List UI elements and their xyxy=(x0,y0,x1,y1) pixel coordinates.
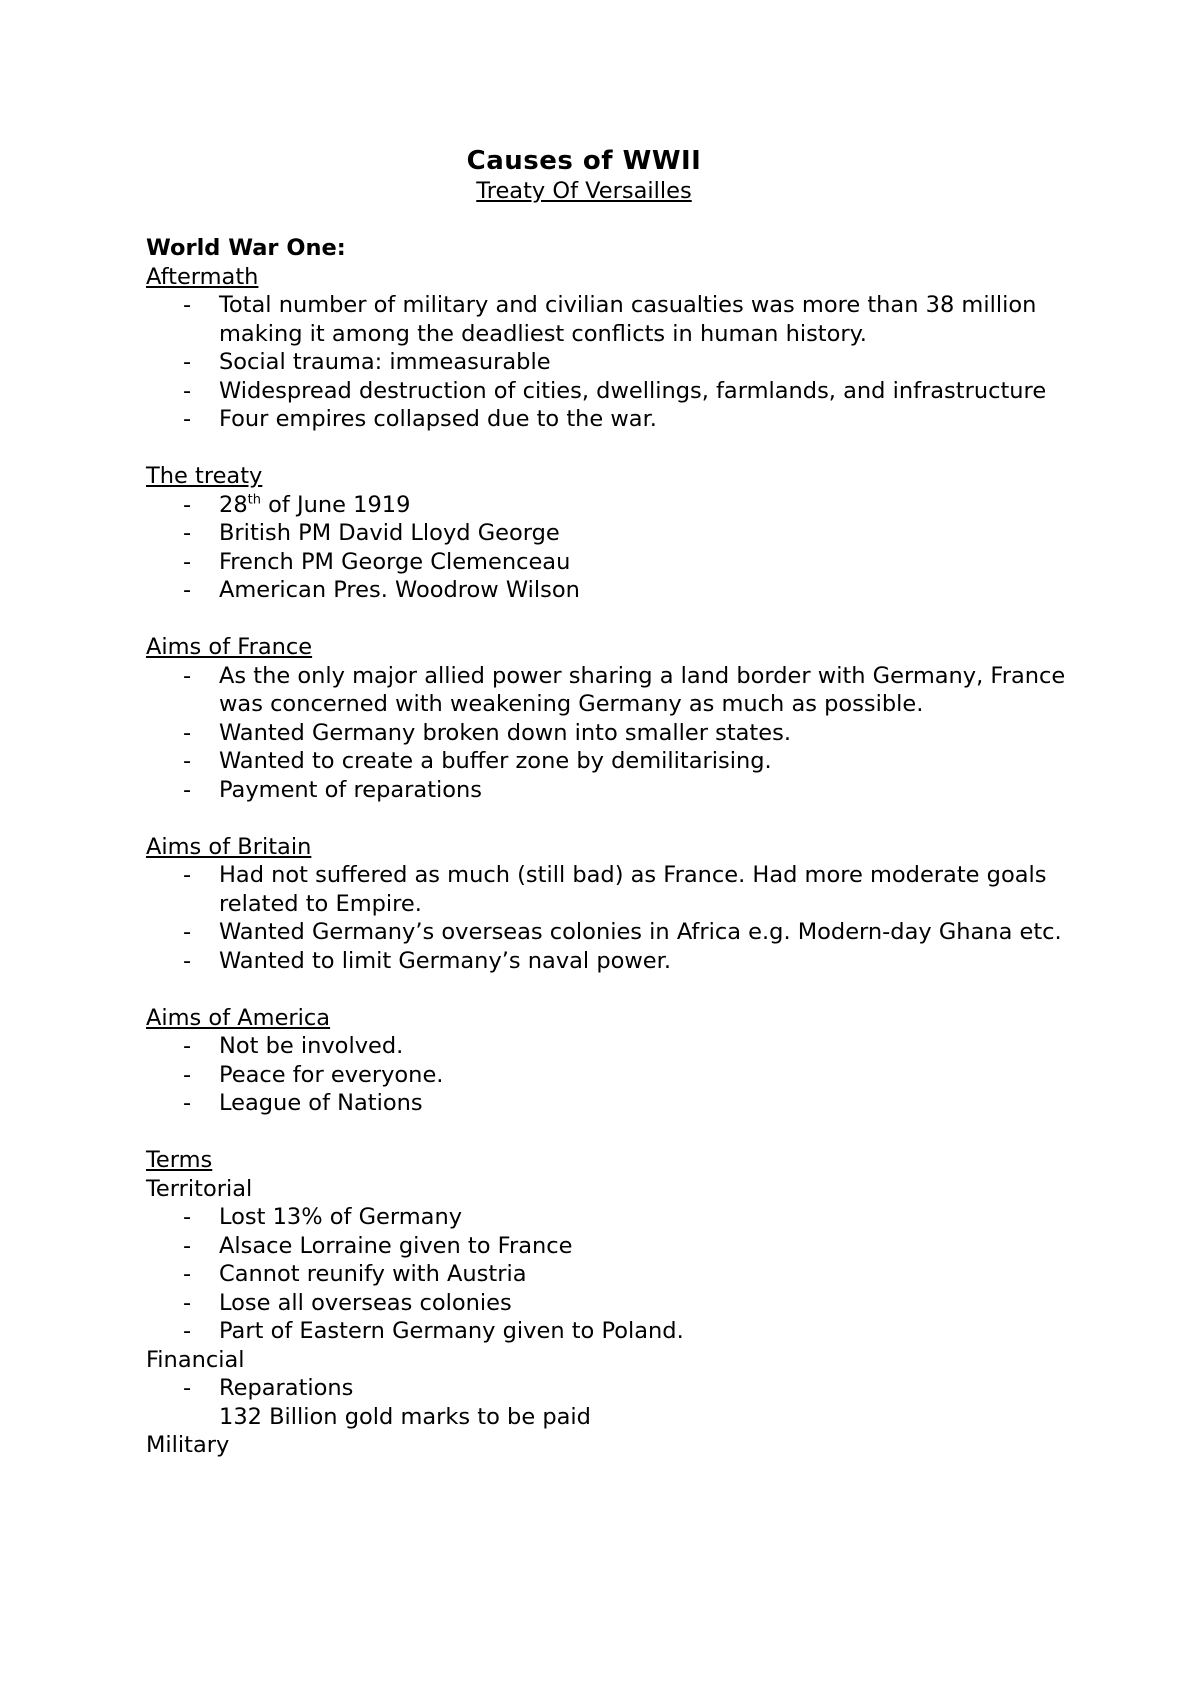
america-list xyxy=(146,1032,1066,1118)
list-item: - British PM David Lloyd George xyxy=(219,519,1066,548)
list-item: - Lose all overseas colonies xyxy=(219,1289,1066,1318)
list-item: - Alsace Lorraine given to France xyxy=(219,1232,1066,1261)
america-heading: Aims of America xyxy=(146,1004,331,1031)
spacer xyxy=(146,434,1066,463)
list-item: - Four empires collapsed due to the war. xyxy=(219,405,1066,434)
date-rest: of June 1919 xyxy=(260,491,411,518)
france-list xyxy=(146,662,1066,805)
france-heading: Aims of France xyxy=(146,634,313,660)
britain-heading: Aims of Britain xyxy=(146,833,312,860)
list-item: - American Pres. Woodrow Wilson xyxy=(219,576,1066,605)
list-item: - Wanted Germany’s overseas colonies in Africa e.g. Modern-day Ghana etc. xyxy=(219,918,1066,947)
document-title: Causes of WWII xyxy=(466,146,702,176)
territorial-label: Territorial xyxy=(146,1175,253,1202)
list-item: - Reparations xyxy=(219,1374,1066,1403)
spacer xyxy=(146,975,1066,1004)
section-heading: World War One: xyxy=(146,235,346,261)
list-item: - Wanted Germany broken down into smaller states. xyxy=(219,719,1066,748)
list-item: - Payment of reparations xyxy=(219,776,1066,805)
treaty-date-item xyxy=(219,491,1066,520)
aftermath-list xyxy=(146,291,1066,434)
list-item: - Part of Eastern Germany given to Poland. xyxy=(219,1317,1066,1346)
list-item: - Not be involved. xyxy=(219,1032,1066,1061)
list-item: - Cannot reunify with Austria xyxy=(219,1260,1066,1289)
list-item: - Wanted to limit Germany’s naval power. xyxy=(219,947,1066,976)
treaty-heading: The treaty xyxy=(146,463,263,489)
list-item: - As the only major allied power sharing a land border with Germany, France was concerned with weakening Germany as much as possible. xyxy=(219,662,1066,719)
list-item: - French PM George Clemenceau xyxy=(219,548,1066,577)
date-day: 28 xyxy=(219,491,248,518)
list-item: - Peace for everyone. xyxy=(219,1061,1066,1090)
spacer xyxy=(146,1118,1066,1147)
spacer xyxy=(146,804,1066,833)
territorial-list xyxy=(146,1203,1066,1346)
financial-note: 132 Billion gold marks to be paid xyxy=(219,1403,591,1430)
list-item: - Total number of military and civilian casualties was more than 38 million making it among the deadliest conflicts in human history. xyxy=(219,291,1066,348)
financial-label: Financial xyxy=(146,1346,245,1373)
financial-list xyxy=(146,1374,1066,1403)
list-item: - Social trauma: immeasurable xyxy=(219,348,1066,377)
military-label: Military xyxy=(146,1432,230,1458)
spacer xyxy=(146,206,1066,235)
document-subtitle: Treaty Of Versailles xyxy=(476,178,692,204)
list-item: - League of Nations xyxy=(219,1089,1066,1118)
list-item: - Lost 13% of Germany xyxy=(219,1203,1066,1232)
date-suffix: th xyxy=(247,492,261,507)
terms-heading: Terms xyxy=(146,1147,213,1173)
document-content xyxy=(146,145,1066,1460)
list-item: - Wanted to create a buffer zone by demilitarising. xyxy=(219,747,1066,776)
spacer xyxy=(146,605,1066,634)
treaty-list xyxy=(146,491,1066,605)
list-item: - Widespread destruction of cities, dwellings, farmlands, and infrastructure xyxy=(219,377,1066,406)
aftermath-heading: Aftermath xyxy=(146,263,259,290)
britain-list xyxy=(146,861,1066,975)
list-item: - Had not suffered as much (still bad) as France. Had more moderate goals related to Empire. xyxy=(219,861,1066,918)
